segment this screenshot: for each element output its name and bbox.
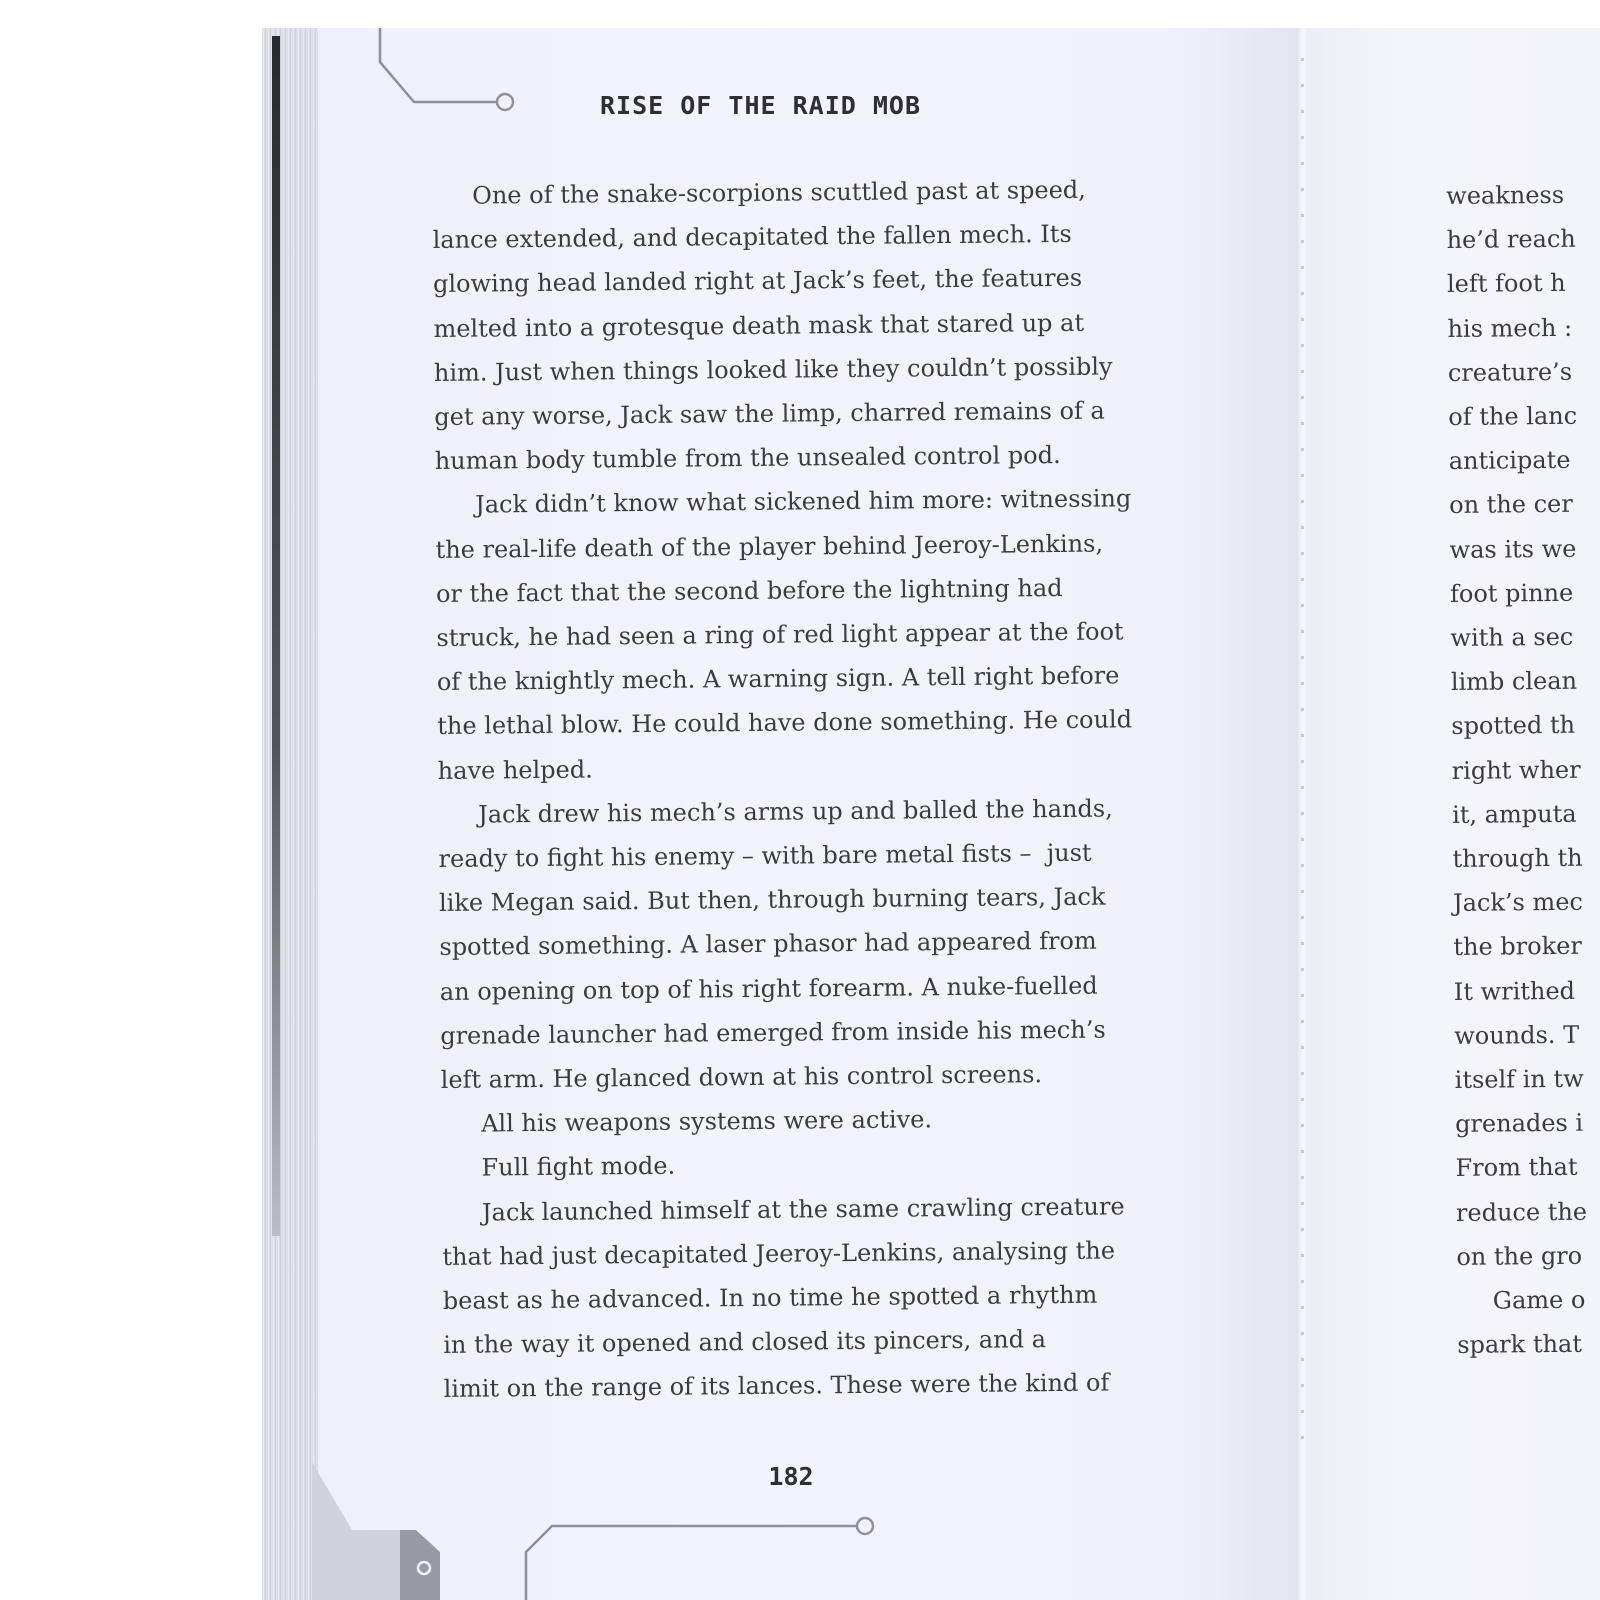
text-line: It writhed	[1453, 976, 1576, 1006]
text-line: struck, he had seen a ring of red light appear at the foot	[436, 617, 1124, 653]
text-line: on the cer	[1449, 490, 1573, 520]
text-line: have helped.	[437, 755, 593, 785]
running-head: RISE OF THE RAID MOB	[600, 91, 922, 120]
text-line: Jack didn’t know what sickened him more: witnessing	[475, 484, 1132, 520]
text-line: weakness	[1446, 180, 1565, 210]
right-page-body	[1446, 172, 1600, 1367]
text-line: grenade launcher had emerged from inside his mech’s	[440, 1015, 1106, 1050]
text-line: his mech :	[1447, 313, 1573, 343]
text-line: limit on the range of its lances. These were the kind of	[443, 1369, 1110, 1404]
text-line: All his weapons systems were active.	[480, 1105, 933, 1138]
text-line: beast as he advanced. In no time he spotted a rhythm	[442, 1280, 1098, 1316]
text-line: the real-life death of the player behind Jeeroy-Lenkins,	[435, 529, 1104, 564]
text-line: glowing head landed right at Jack’s feet, the features	[432, 264, 1083, 299]
text-line: an opening on top of his right forearm. A nuke-fuelled	[439, 971, 1098, 1006]
text-line: in the way it opened and closed its pincers, and a	[443, 1325, 1047, 1360]
text-line: with a sec	[1450, 622, 1574, 653]
text-line: it, amputa	[1452, 799, 1577, 829]
binding-stitching	[1301, 58, 1304, 1458]
text-line: lance extended, and decapitated the fallen mech. Its	[432, 220, 1072, 255]
text-line: spotted something. A laser phasor had appeared from	[439, 927, 1097, 962]
text-line: Jack’s mec	[1452, 887, 1584, 918]
text-line: he’d reach	[1446, 224, 1576, 255]
text-line: Full fight mode.	[481, 1152, 676, 1183]
edge-shadow	[272, 36, 280, 1236]
text-line: right wher	[1451, 755, 1581, 785]
text-line: or the fact that the second before the lightning had	[435, 573, 1063, 608]
text-line: foot pinne	[1449, 578, 1574, 608]
text-line: left foot h	[1446, 269, 1566, 299]
text-line: ready to fight his enemy – with bare metal fists – just	[438, 838, 1092, 874]
text-line: the lethal blow. He could have done something. He could	[437, 705, 1133, 741]
text-line: of the lanc	[1448, 401, 1578, 432]
text-line: melted into a grotesque death mask that stared up at	[433, 308, 1085, 343]
text-line: limb clean	[1450, 667, 1578, 697]
text-line: on the gro	[1456, 1241, 1583, 1271]
text-line: of the knightly mech. A warning sign. A tell right before	[436, 661, 1120, 697]
text-line: creature’s	[1447, 357, 1573, 387]
text-line: itself in tw	[1454, 1064, 1584, 1095]
text-line: spark that	[1457, 1330, 1583, 1360]
text-line: From that	[1455, 1153, 1578, 1183]
left-page-body	[432, 167, 1184, 1412]
text-line: Jack launched himself at the same crawling creature	[481, 1192, 1125, 1227]
text-line: the broker	[1453, 932, 1582, 962]
text-line: left arm. He glanced down at his control screens.	[440, 1060, 1043, 1095]
text-line: reduce the	[1455, 1197, 1588, 1227]
text-line: grenades i	[1454, 1108, 1584, 1139]
text-line: human body tumble from the unsealed control pod.	[434, 441, 1061, 476]
page-number: 182	[768, 1462, 814, 1491]
text-line: anticipate	[1448, 446, 1571, 476]
text-line: spotted th	[1451, 711, 1576, 741]
text-line: through th	[1452, 843, 1583, 874]
text-line: wounds. T	[1454, 1020, 1580, 1050]
text-line: him. Just when things looked like they couldn’t possibly	[433, 352, 1113, 387]
text-line: that had just decapitated Jeeroy-Lenkins, analysing the	[442, 1236, 1116, 1271]
text-line: Game o	[1492, 1285, 1586, 1315]
text-line: Jack drew his mech’s arms up and balled the hands,	[478, 794, 1113, 829]
text-line: like Megan said. But then, through burning tears, Jack	[438, 882, 1106, 918]
text-line: One of the snake-scorpions scuttled past at speed,	[472, 175, 1086, 210]
text-line: get any worse, Jack saw the limp, charred remains of a	[434, 396, 1105, 432]
text-line: was its we	[1449, 534, 1577, 564]
